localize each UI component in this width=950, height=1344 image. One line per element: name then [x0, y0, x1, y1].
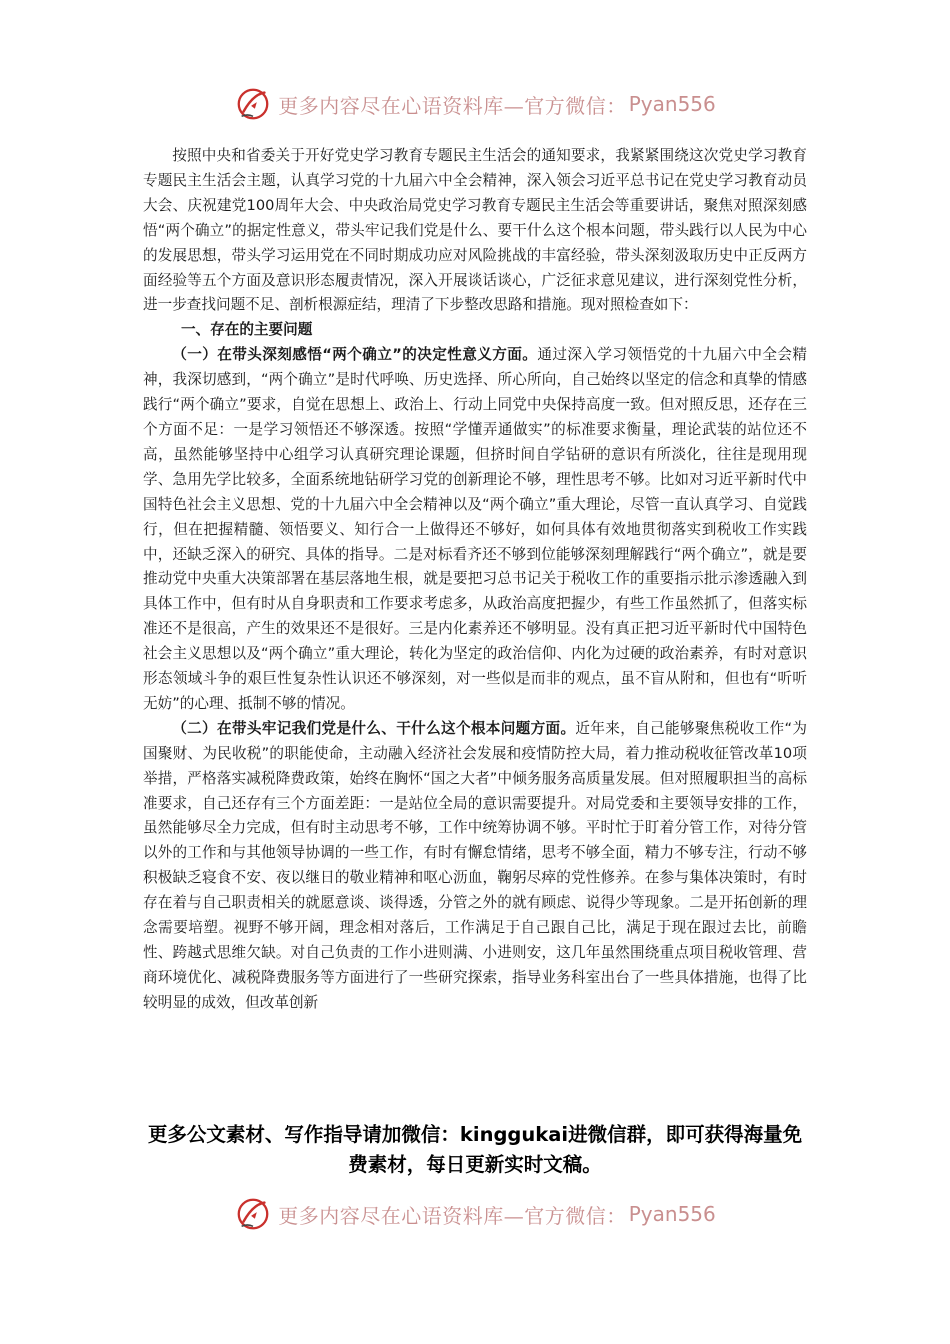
- promo-note: 更多公文素材、写作指导请加微信：kinggukai进微信群，即可获得海量免费素材，每日更新实时文稿。: [147, 1123, 803, 1176]
- paragraph-2-heading: （二）在带头牢记我们党是什么、干什么这个根本问题方面。: [172, 719, 576, 737]
- watermark-banner-top-inner: [234, 85, 716, 123]
- paragraph-2-body: 近年来，自己能够聚焦税收工作“为国聚财、为民收税”的职能使命，主动融入经济社会发展和疫情防控大局，着力推动税收征管改革10项举措，严格落实减税降费政策，始终在胸怀“国之大者”中倾务服务高质量发展。但对照履职担当的高标准要求，自己还存有三个方面差距：一是站位全局的意识需要提升。对局党委和主要领导安排的工作，虽然能够尽全力完成，但有时主动思考不够，工作中统筹协调不够。平时忙于盯着分管工作，对待分管以外的工作和与其他领导协调的一些工作，有时有懈怠情绪，思考不够全面，精力不够专注，行动不够积极缺乏寝食不安、夜以继日的敬业精神和呕心沥血，鞠躬尽瘁的党性修养。在参与集体决策时，有时存在着与自己职责相关的就愿意谈、谈得透，分管之外的就有顾虑、说得少等现象。二是开拓创新的理念需要培塑。视野不够开阔，理念相对落后，工作满足于自己跟自己比，满足于现在跟过去比，前瞻性、跨越式思维欠缺。对自己负责的工作小进则满、小进则安，这几年虽然围绕重点项目税收管理、营商环境优化、减税降费服务等方面进行了一些研究探索，指导业务科室出台了一些具体措施，也得了比较明显的成效，但改革创新: [143, 719, 807, 1011]
- watermark-text: 更多内容尽在心语资料库—官方微信：: [278, 93, 627, 118]
- watermark-banner-top: [0, 82, 950, 126]
- section-heading: 一、存在的主要问题: [180, 321, 313, 339]
- intro-paragraph: 按照中央和省委关于开好党史学习教育专题民主生活会的通知要求，我紧紧围绕这次党史学习教育专题民主生活会主题，认真学习党的十九届六中全会精神，深入领会习近平总书记在党史学习教育动员大会、庆祝建党100周年大会、中央政治局党史学习教育专题民主生活会等重要讲话，聚焦对照深刻感悟“两个确立”的据定性意义，带头牢记我们党是什么、要干什么这个根本问题，带头践行以人民为中心的发展思想，带头学习运用党在不同时期成功应对风险挑战的丰富经验，带头深刻汲取历史中正反两方面经验等五个方面及意识形态履责情况，深入开展谈话谈心，广泛征求意见建议，进行深刻党性分析，进一步查找问题不足、剖析根源症结，理清了下步整改思路和措施。现对照检查如下：: [143, 147, 807, 314]
- paragraph-2: [143, 717, 807, 1016]
- watermark-wechat-id: Pyan556: [628, 92, 716, 116]
- paragraph-1: [143, 343, 807, 717]
- logo-icon: [234, 1195, 272, 1233]
- watermark-banner-bottom-inner: [234, 1195, 716, 1233]
- paragraph-1-heading: （一）在带头深刻感悟“两个确立”的决定性意义方面。: [172, 346, 538, 364]
- watermark-text: 更多内容尽在心语资料库—官方微信：: [278, 1203, 627, 1228]
- watermark-banner-bottom: [0, 1192, 950, 1236]
- document-body: [143, 144, 807, 1016]
- logo-icon: [234, 85, 272, 123]
- paragraph-1-body: 通过深入学习领悟党的十九届六中全会精神，我深切感到，“两个确立”是时代呼唤、历史选择、所心所向，自己始终以坚定的信念和真挚的情感践行“两个确立”要求，自觉在思想上、政治上、行动上同党中央保持高度一致。但对照反思，还存在三个方面不足：一是学习领悟还不够深透。按照“学懂弄通做实”的标准要求衡量，理论武装的站位还不高，虽然能够坚持中心组学习认真研究理论课题，但挤时间自学钻研的意识有所淡化，往往是现用现学、急用先学比较多，全面系统地钻研学习党的创新理论不够，理性思考不够。比如对习近平新时代中国特色社会主义思想、党的十九届六中全会精神以及“两个确立”重大理论，尽管一直认真学习、自觉践行，但在把握精髓、领悟要义、知行合一上做得还不够好，如何具体有效地贯彻落实到税收工作实践中，还缺乏深入的研究、具体的指导。二是对标看齐还不够到位能够深刻理解践行“两个确立”，就是要推动党中央重大决策部署在基层落地生根，就是要把习总书记关于税收工作的重要指示批示渗透融入到具体工作中，但有时从自身职责和工作要求考虑多，从政治高度把握少，有些工作虽然抓了，但落实标准还不是很高，产生的效果还不是很好。三是内化素养还不够明显。没有真正把习近平新时代中国特色社会主义思想以及“两个确立”重大理论，转化为坚定的政治信仰、内化为过硬的政治素养，有时对意识形态领域斗争的艰巨性复杂性认识还不够深刻，对一些似是而非的观点，虽不盲从附和，但也有“听听无妨”的心理、抵制不够的情况。: [143, 346, 807, 712]
- watermark-wechat-id: Pyan556: [628, 1202, 716, 1226]
